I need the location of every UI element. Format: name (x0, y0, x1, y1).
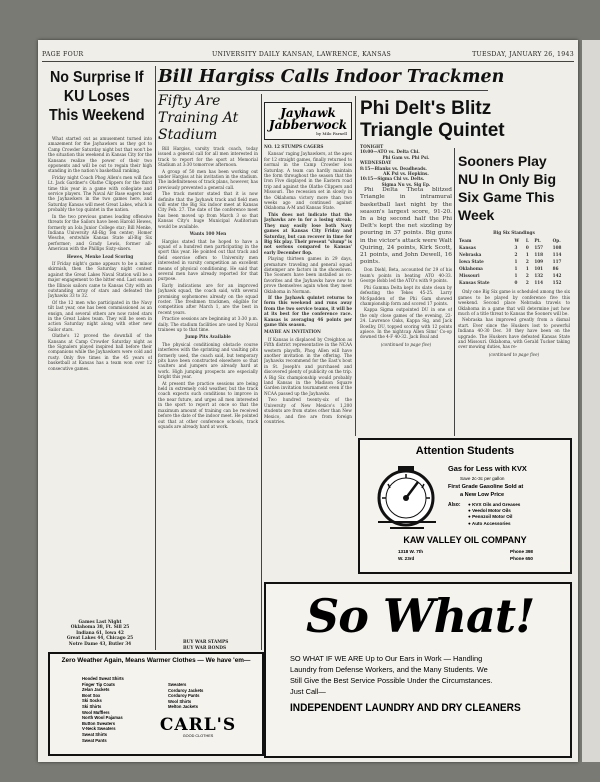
continued-note: (continued to page five) (380, 341, 432, 347)
schedule-line: Sigma Nu vs. Sig Ep. (381, 181, 431, 187)
ad-item: ● Auto Accessories (468, 520, 511, 526)
table-cell: 101 (534, 266, 544, 272)
paragraph: The track mentor stated that it is now definite that the Jayhawk track and field men will enter the Big Six indoor meet at Kansas City Feb. 27. The date of the conference meet has been moved up from March 3 so that Kansas City's huge Municipal Auditorium would be available. (158, 191, 258, 229)
ad-body-line: Still Give the Best Service Possible Under the Circumstances. (290, 676, 493, 685)
ad-item-label: Veedol Motor Oils (472, 508, 511, 514)
table-cell: Missouri (459, 273, 480, 279)
ad-body-line: Laundry from Defense Workers, and the Many Students. We (290, 665, 488, 674)
ad-kaw-valley-oil (358, 438, 572, 574)
ad-phone: Phone 650 (510, 556, 533, 561)
headline-no-surprise: No Surprise If KU Loses This Weekend (48, 69, 145, 124)
table-cell: 1 (514, 273, 518, 279)
ad-item-list (468, 502, 520, 527)
bonds-box (183, 640, 253, 651)
paragraph: If Kansas is displaced by Creighton as Fifth district representative in the NCAA western playoffs, Phog Allen will have another invitation in the offering. The Jayhawks recommend for the East's bout in St. Joseph's and purchased and discovered plenty of publicity on the trip. A Big Six championship would probably land Kansas in the Madison Square Garden invitation tournament even if the NCAA passed up the Jayhawks. (264, 336, 352, 396)
table-cell: Nebraska (459, 252, 482, 258)
ad-item-label: KVX Oils and Greases (472, 502, 521, 507)
ad-item: ● Veedol Motor Oils (468, 508, 511, 514)
table-cell: 132 (534, 273, 544, 279)
ad-item: ● Pennzoil Motor Oil (468, 514, 513, 520)
headline-rule (158, 90, 488, 91)
table-cell: Kansas State (459, 280, 490, 286)
ad-item-label: Auto Accessories (471, 520, 511, 526)
schedule-title: TONIGHT (360, 144, 384, 149)
paragraph: If Friday night's game appears to be a minor skirmish, then the Saturday night contest against the Great Lakes Naval Station will be a major engagement to the bitter end. Last season the Illinois sailors came to Kansas City with an outstanding array of stars and defeated the Jayhawks 33 to 32. (48, 260, 152, 299)
standings-table (458, 237, 570, 286)
paragraph: A group of 50 men has been working out under Hargiss at his invitation in the stadium. The indefiniteness of track plans, however, has previously prevented a general call. (158, 168, 258, 190)
table-header: W (514, 238, 520, 244)
ad-line: a New Low Price (460, 492, 505, 498)
column-byline: by Milo Farnell (316, 131, 347, 136)
table-cell: 2 (525, 273, 529, 279)
table-cell: 1 (525, 266, 529, 272)
score-line: Great Lakes 44, Chicago 25 (66, 636, 134, 642)
table-cell: 114 (534, 280, 544, 286)
table-cell: 1 (514, 259, 518, 265)
ad-save-line: Save 2c-3c per gallon (460, 476, 505, 481)
schedule-line: 8:15—Blanks vs. Deadheads. (360, 165, 427, 171)
list-item: Sweaters (168, 682, 187, 687)
list-item: Corduroy Pants (168, 693, 200, 699)
list-item: Wool Mufflers (82, 709, 110, 715)
subhead: Wants 100 Men (189, 231, 227, 237)
schedule-line: 10:00—ATO vs. Delta Chi. (360, 149, 420, 155)
ad-list-left (82, 676, 124, 743)
paragraph: Practice sessions are beginning at 3:30 p.m. daily. The stadium facilities are used by Naval trainees up to that time. (158, 316, 258, 332)
score-line: Notre Dame 43, Butler 34 (68, 641, 132, 647)
table-cell: Kansas (459, 245, 476, 251)
paragraph: Early indications are for an improved Jayhawk squad, the coach said, with several promising sophomores already on the squad roster. The freshmen trackmen, eligible for competition after March 1, are the best in recent years. (158, 282, 258, 315)
list-item: Sweat Shirts (82, 731, 108, 737)
ad-carls-clothes (48, 652, 264, 756)
paragraph: Only one Big Six game is scheduled among the six games to be played by conference five this weekend. Second place Nebraska travels to Oklahoma in a game that will determine just how much of a title threat to Kansas the Sooners will be. (458, 289, 570, 317)
paragraph: Phi Gamma Delta kept its slate clean by defeating the Tekes 45-25. Larry McSpadden of the Phi Gam showed championship form and scored 17 points. (360, 284, 452, 306)
paragraph: Bill Hargiss, varsity track coach, today issued a general call for all men interested in track to report for the sport at Memorial Stadium at 3:30 tomorrow afternoon. (158, 146, 258, 168)
ad-company: KAW VALLEY OIL COMPANY (403, 535, 527, 545)
list-item: Finger Tip Coats (82, 681, 115, 687)
table-header: Team (459, 238, 472, 244)
column-rule (355, 96, 356, 436)
headline-hargiss: Bill Hargiss Calls Indoor Trackmen (158, 67, 505, 87)
list-item: Wool Shirts (168, 698, 192, 704)
bonds-line: BUY WAR BONDS (183, 645, 227, 651)
ad-body-line: Just Call— (290, 687, 326, 696)
table-cell: 108 (552, 245, 562, 251)
table-cell: Iowa State (459, 259, 484, 265)
table-cell: 109 (534, 259, 544, 265)
paragraph: At present the practice sessions are being held in extremely cold weather, but the track coach expects such conditions to improve in the near future, and urges all men interested in the sport to report at once so that the maximum amount of training can be received before the date of the indoor meet. He pointed out that at other conference schools, track squads are already hard at work. (158, 380, 258, 429)
ad-title: Attention Students (415, 445, 515, 457)
headline-sooners: Sooners Play NU In Only Big Six Game This Week (458, 153, 556, 223)
subheadline-fifty: Fifty Are Training At Stadium (158, 93, 239, 143)
table-row (458, 258, 570, 265)
ad-body-line: SO WHAT IF WE ARE Up to Our Ears in Work — Handling (290, 654, 483, 663)
table-cell: 86 (552, 266, 559, 272)
table-row (458, 251, 570, 258)
paragraph: This does not indicate that the Jayhawks are in for a losing streak. They may easily lose both Navy games at Kansas City Friday and Saturday, but can recover in time for Big Six play. Their present "slump" is not serious compared to Kansas' early December flop. (264, 211, 352, 255)
table-header: L (525, 238, 529, 244)
table-cell: 142 (552, 273, 562, 279)
logo-text: CARL'S (159, 715, 237, 735)
column-rule (261, 94, 262, 650)
list-item: Ski Socks (82, 698, 102, 704)
subhead: NO. 12 STUMPS CAGERS (264, 144, 324, 149)
table-cell: 2 (525, 259, 529, 265)
list-item: Boot Sox (82, 692, 101, 698)
page-header (42, 49, 574, 62)
scores-title: Games Last Night (78, 620, 122, 625)
table-row (458, 279, 570, 286)
newspaper-page (38, 40, 578, 762)
paragraph: The physical conditioning obstacle course interferes with the sprinting and vaulting pits formerly used, the coach said, but temporary pits have been constructed elsewhere so that vaulters and jumpers are already hard at work. High jumping prospects are especially bright this year. (158, 341, 258, 380)
table-cell: 0 (525, 245, 529, 251)
table-row (458, 265, 570, 272)
paragraph: What started out as amusement turned into amazement for the Jayhawkers as they got to Camp Crowder Saturday night but that won't be the situation this weekend in Kansas City for the Kansans realize the power of their two opponents and will be out to regain their high standing in the nation's basketball ranking. (48, 136, 152, 174)
gas-gauge-icon (370, 464, 444, 532)
paragraph: Kansas' raging Jayhawkers, at the apex for 12 straight games, finally returned to normal in the Camp Crowder loss Saturday. A team can hardly maintain the form throughout the season that the Iron Five displayed in the Eastern road trip and against the Olathe Clippers and Missouri. The recession set in slowly in the Oklahoma victory more than two weeks ago and continued against Oklahoma A-M and Kansas State. (264, 151, 352, 211)
ad-phone: Phone 398 (510, 549, 533, 554)
column-title: Jayhawk Jabberwock (268, 106, 348, 132)
table-cell: 114 (552, 252, 562, 258)
list-item: Button Sweaters (82, 720, 116, 726)
article-phi-delts (360, 144, 452, 424)
list-item: Melton Jackets (168, 704, 199, 710)
table-cell: 2 (525, 280, 529, 286)
page-number: PAGE FOUR (42, 51, 84, 58)
ad-also: Also: (448, 502, 461, 508)
list-item: Sweat Pants (82, 737, 107, 743)
paragraph: Hargiss stated that he hoped to have a squad of a hundred men participating in the sport this year. He pointed out that track and field exercise offers to University men interested in varsity competition an excellent means of physical conditioning. He said that several men have already reported for that purpose. (158, 238, 258, 282)
paragraph: Kappa Sigma outpointed DU in one of the only close games of the evening, 22-24. Lawrence Oaks, Kappa Sig, and Jack Bowlby, DU, topped scoring with 12 points apiece. In the nightcap Allen Sims' Co-op downed the 4-F 40-32. Jack Boal and (360, 307, 452, 340)
bonds-line: BUY WAR STAMPS (183, 640, 229, 645)
list-item: Hooded Sweat Shirts (82, 676, 124, 681)
paragraph: Olathe's 12 proved the downfall of the Kansans at Camp Crowder Saturday night as the Signalers played inspired ball before their companions while the Jayhawkers were cold and rusty. Only five times in the 45 years of basketball at Kansas has a team won over 12 consecutive games. (48, 333, 152, 371)
ad-list-right (168, 682, 203, 710)
ad-address: W. 23rd (398, 556, 415, 561)
schedule-line: 10:15—Sigma Chi vs. Delts. (360, 176, 425, 182)
paragraph: Phi Delta Theta blitzed Triangle in intramural basketball last night by the season's largest score, 91-20. In a big second half the Phi Delt's kept the net sizzling by pouring in 37 points. Big guns in the victor's attack were Walt Quiring, 24 points, Kirk Scott, 21 points, and John Dewell, 16 points. (360, 187, 452, 266)
column-rule (155, 66, 156, 650)
table-cell: 2 (514, 252, 518, 258)
headline-phi-delts: Phi Delt's Blitz Triangle Quintet (360, 98, 505, 141)
subhead: Jump Pits Available (185, 334, 231, 340)
list-item: North Wool Pajamas (82, 715, 123, 721)
table-header-row (458, 237, 570, 244)
table-cell: 117 (552, 259, 562, 265)
paragraph: Nebraska has improved greatly from a dismal start. Ever since the Huskers lost to powerful Indiana 40-30 Dec. 30 they have been on the upgrade. The Huskers have defeated Kansas State and Missouri. Oklahoma, with Gerald Tucker taking over mowing duties, has re- (458, 317, 570, 350)
article-jabberwock (264, 142, 352, 586)
table-cell: 152 (552, 280, 562, 286)
table-cell: 3 (514, 245, 518, 251)
score-line: Indiana 61, Iowa 42 (76, 630, 124, 636)
table-cell: Oklahoma (459, 266, 483, 272)
article-no-surprise (48, 136, 152, 634)
masthead: UNIVERSITY DAILY KANSAN, LAWRENCE, KANSAS (212, 51, 392, 58)
list-item: V-Neck Sweaters (82, 726, 116, 732)
table-cell: 118 (534, 252, 544, 258)
ad-line: First Grade Gasoline Sold at (448, 484, 524, 490)
ad-title: Zero Weather Again, Means Warmer Clothes — We have 'em— (61, 657, 251, 664)
standings-title: Big Six Standings (493, 230, 535, 235)
table-cell: 1 (514, 266, 518, 272)
score-line: Oklahoma 38, Ft. Sill 25 (70, 625, 130, 631)
issue-date: TUESDAY, JANUARY 26, 1943 (472, 51, 574, 58)
paragraph: Playing thirteen games in 29 days, premature traveling and general squad distemper are factors in the showdown. The Sooners have been installed as co-favorites and the Jayhawks have now to prove themselves again when they meet Oklahoma in Norman. (264, 256, 352, 294)
table-cell: 157 (534, 245, 544, 251)
paragraph: Two hundred twenty-six of the University of New Mexico's 1,200 students are from states other than New Mexico, and five are from foreign countries. (264, 397, 352, 424)
list-item: Corduroy Jackets (168, 687, 204, 693)
carls-logo (158, 716, 238, 740)
paragraph: If the Jayhawk quintet returns to form this weekend and runs away from the two service teams, it will be at its best for the conference race. Kansas is averaging 46 points per game this season. (264, 294, 352, 327)
table-row (458, 272, 570, 279)
ad-subtitle: Gas for Less with KVX (448, 464, 527, 473)
paragraph: Friday night Coach Phog Allen's men will face Lt. Jack Gardner's Olathe Clippers for the third time this year in a game with collegiate and service players. The Naval Air Base eagers beat the Jayhawkers in the two games here, and Saturday Kansas will meet Great Lakes, which is probably the top quintet in the nation. (48, 174, 152, 213)
ad-script-title: So What! (306, 589, 535, 643)
paragraph: Don Diehl, Beta, accounted for 29 of his team's points in beating ATO 40-33. George Bobb led the ATO's with 9 points. (360, 267, 452, 284)
continued-note: (continued to page five) (488, 351, 540, 357)
subhead: MAYBE AN INVITATION (264, 329, 321, 335)
ad-item-label: Pennzoil Motor Oil (472, 514, 513, 520)
paragraph: Of the 12 men who participated in the Navy tilt last year, one has been commissioned as an ensign, and several others are now rated stars in the Great Lakes team. They will be seen in action Saturday night along with other new Sailor stars. (48, 299, 152, 332)
schedule-line: Phi Gam vs. Phi Psi. (382, 154, 430, 160)
table-header: Pt. (534, 238, 541, 244)
column-logo (264, 102, 352, 140)
schedule-line: WEDNESDAY (360, 160, 392, 166)
table-cell: 1 (525, 252, 529, 258)
schedule-line: AK Psi vs. Hopkins. (383, 171, 429, 177)
ad-item: ● KVX Oils and Greases (468, 502, 521, 507)
table-cell: 0 (514, 280, 518, 286)
adjacent-page-edge (582, 40, 600, 762)
list-item: Ski Shirts (82, 703, 102, 709)
scores-box (48, 620, 152, 647)
subhead: Hewes, Menke Lead Scoring (66, 253, 134, 259)
article-sooners (458, 228, 570, 434)
column-rule (454, 148, 455, 436)
paragraph: In the two previous games leading offensive threats for the Sailors have been Harold Hewes, formerly an Iola Junior College star; Bill Menke, Indiana University All-Big Ten center; Homer Wesche, erstwhile Kansas State all-Big Six performer; and Grady Lewis, former all-American with the Phillips Sixty-sixers. (48, 213, 152, 252)
list-item: Zelan Jackets (82, 687, 110, 693)
logo-subtext: GOOD CLOTHES (182, 734, 214, 738)
table-row (458, 244, 570, 251)
ad-independent-laundry (264, 582, 572, 758)
table-header: Op. (552, 238, 561, 244)
ad-business-name: INDEPENDENT LAUNDRY AND DRY CLEANERS (290, 702, 521, 714)
article-hargiss-col1 (158, 146, 258, 650)
ad-address: 1318 W. 7th (398, 549, 424, 554)
